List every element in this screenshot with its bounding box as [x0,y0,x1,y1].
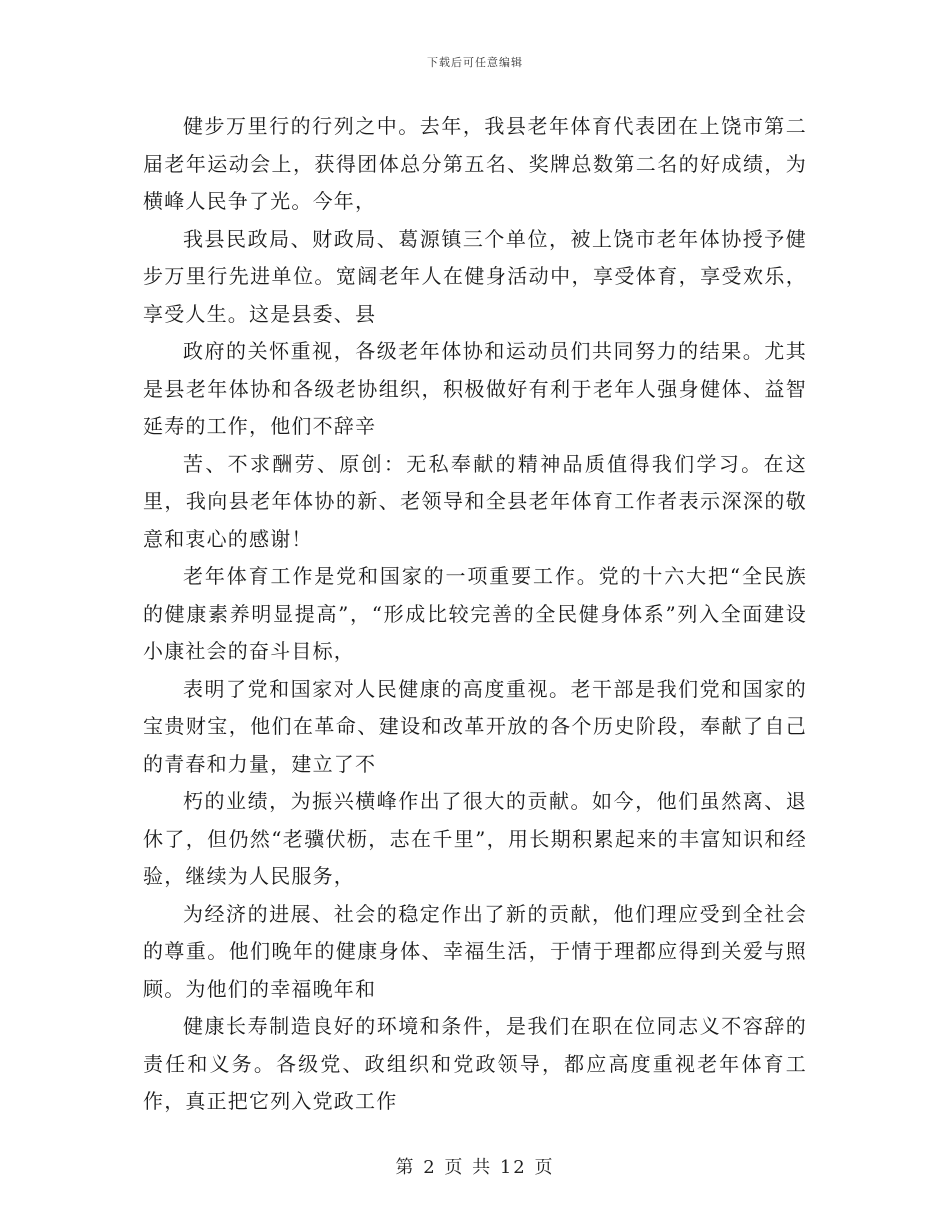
paragraph: 朽的业绩，为振兴横峰作出了很大的贡献。如今，他们虽然离、退休了，但仍然“老骥伏枥，志在千里”，用长期积累起来的丰富知识和经验，继续为人民服务， [143,789,807,888]
paragraph: 健步万里行的行列之中。去年，我县老年体育代表团在上饶市第二届老年运动会上，获得团体总分第五名、奖牌总数第二名的好成绩，为横峰人民争了光。今年， [143,114,807,213]
paragraph: 表明了党和国家对人民健康的高度重视。老干部是我们党和国家的宝贵财宝，他们在革命、建设和改革开放的各个历史阶段，奉献了自己的青春和力量，建立了不 [143,676,807,776]
paragraph: 我县民政局、财政局、葛源镇三个单位，被上饶市老年体协授予健步万里行先进单位。宽阔老年人在健身活动中，享受体育，享受欢乐，享受人生。这是县委、县 [143,226,807,326]
paragraph: 健康长寿制造良好的环境和条件，是我们在职在位同志义不容辞的责任和义务。各级党、政组织和党政领导，都应高度重视老年体育工作，真正把它列入党政工作 [143,1014,807,1113]
document-body [143,108,807,1121]
page-number: 第 2 页 共 12 页 [395,1157,555,1178]
paragraph: 为经济的进展、社会的稳定作出了新的贡献，他们理应受到全社会的尊重。他们晚年的健康身体、幸福生活，于情于理都应得到关爱与照顾。为他们的幸福晚年和 [143,901,807,1001]
page-header: 下载后可任意编辑 [427,56,523,69]
paragraph: 老年体育工作是党和国家的一项重要工作。党的十六大把“全民族的健康素养明显提高”，“形成比较完善的全民健身体系”列入全面建设小康社会的奋斗目标， [143,564,807,663]
paragraph: 政府的关怀重视，各级老年体协和运动员们共同努力的结果。尤其是县老年体协和各级老协组织，积极做好有利于老年人强身健体、益智延寿的工作，他们不辞辛 [143,339,807,438]
paragraph: 苦、不求酬劳、原创：无私奉献的精神品质值得我们学习。在这里，我向县老年体协的新、老领导和全县老年体育工作者表示深深的敬意和衷心的感谢！ [143,451,807,551]
